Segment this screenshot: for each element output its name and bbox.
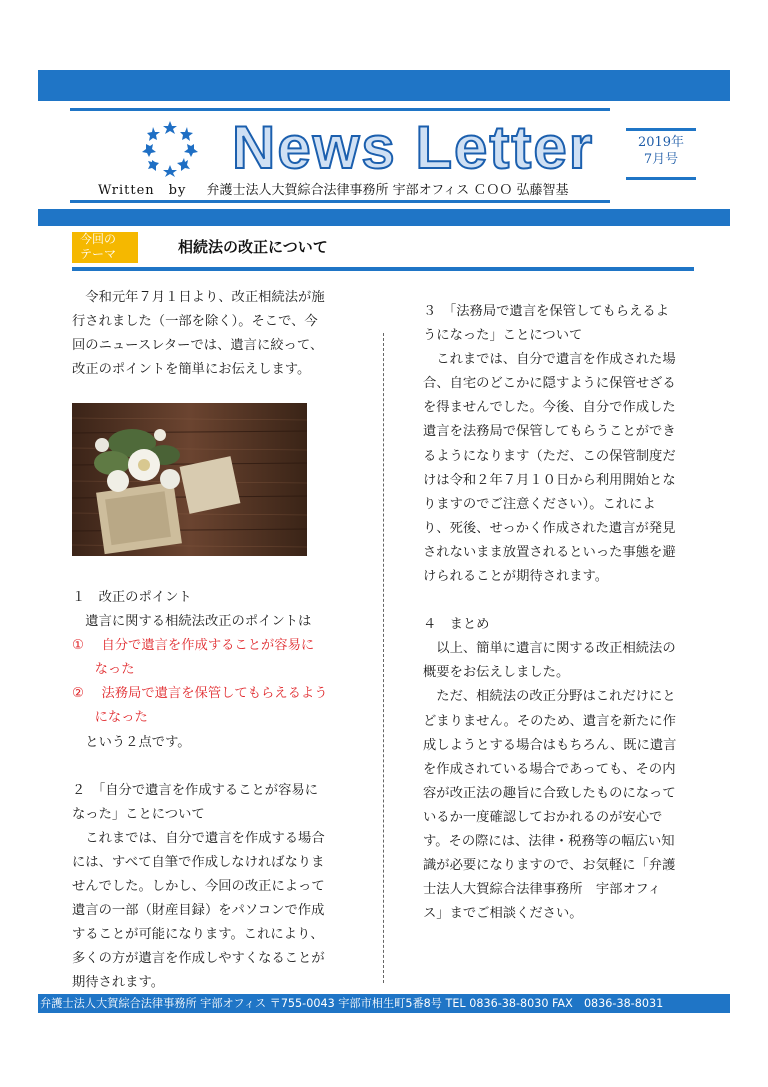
section3-line: けは令和２年７月１０日から利用開始とな [423,472,676,488]
issue-rule-bottom [626,177,696,180]
section4-line: す。その際には、法律・税務等の幅広い知 [423,833,675,849]
intro-line: 行されました（一部を除く）。そこで、今 [72,314,318,330]
intro-line: 令和元年７月１日より、改正相続法が施 [85,290,325,305]
section2-heading: ２ 「自分で遺言を作成することが容易に [72,782,318,798]
section4-line: 概要をお伝えしました。 [423,665,570,681]
section1-point1-text: 自分で遺言を作成することが容易に [101,638,315,654]
section3-line: けられることが期待されます。 [423,569,609,585]
issue-month: 7月号 [643,152,679,167]
issue-date [626,134,696,168]
section1-point2-cont: になった [94,710,148,726]
byline-written: Written by [98,183,187,198]
section2-line: 遺言の一部（財産目録）をパソコンで作成 [72,903,325,919]
section3-line: るようになります（ただ、この保管制度だ [423,448,676,464]
section3-line: 遺言を法務局で保管してもらうことができ [423,424,676,440]
issue-year: 2019年 [637,135,685,150]
spacer [72,755,357,779]
section1-tail: という２点です。 [85,734,191,750]
section4-line: 以上、簡単に遺言に関する改正相続法の [436,641,676,657]
section4-line: 成しようとする場合はもちろん、既に遺言 [423,737,677,753]
theme-badge [72,232,138,263]
intro-paragraph [72,286,357,382]
section1-heading: １ 改正のポイント [72,590,192,605]
section3-heading-cont: うになった」ことについて [423,328,583,344]
section2-line: には、すべて自筆で作成しなければなりま [72,854,325,870]
section1-point2 [72,682,357,706]
intro-line: 回のニュースレターでは、遺言に絞って、 [72,338,324,354]
section4-line: ただ、相続法の改正分野はこれだけにと [436,689,676,705]
theme-rule [72,267,694,271]
section1-lead: 遺言に関する相続法改正のポイントは [85,614,312,630]
section4-line: どまりません。そのため、遺言を新たに作 [423,713,676,729]
section1-point2-text: 法務局で遺言を保管してもらえるよう [101,686,328,702]
section3-line: これまでは、自分で遺言を作成された場 [436,352,676,368]
flower-book-photo [72,403,307,556]
star-wreath-icon [140,117,200,177]
section2-line: することが可能になります。これにより、 [72,927,324,943]
section2-line: これまでは、自分で遺言を作成する場合 [85,830,325,846]
theme-badge-line2: テーマ [80,247,117,261]
section4-line: 士法人大賀綜合法律事務所 宇部オフィ [423,882,661,898]
header-rule-bottom [70,200,610,203]
section3-line: 合、自宅のどこかに隠すように保管せざる [423,376,676,392]
section3-line: り、死後、せっかく作成された遺言が発見 [423,520,676,536]
section3-line: りますのでご注意ください）。これによ [423,496,656,512]
section1-point2-number: ② [72,686,84,702]
header-bottom-band [38,209,730,226]
section4-line: 識が必要になりますので、お気軽に「弁護 [423,858,676,874]
section4-line: ス」までご相談ください。 [423,906,583,922]
section2-line: 期待されます。 [72,975,165,991]
section4-line: いるか一度確認しておかれるのが安心で [423,809,663,825]
section2-line: 多くの方が遺言を作成しやすくなることが [72,951,325,967]
right-column-sections [423,300,705,926]
section4-heading: ４ まとめ [423,617,490,633]
column-divider [383,333,384,983]
section3-line: されないまま放置されるといった事態を避 [423,544,676,560]
theme-title: 相続法の改正について [178,238,328,256]
section1-point1-number: ① [72,638,84,654]
section1-point1-cont: なった [94,662,135,678]
footer-bar: 弁護士法人大賀綜合法律事務所 宇部オフィス 〒755-0043 宇部市相生町5番8号 TEL 0836-38-8030 FAX 0836-38-8031 [38,994,730,1013]
byline [98,179,568,198]
header-top-band [38,70,730,101]
section1-point1 [72,634,357,658]
section2-line: せんでした。しかし、今回の改正によって [72,879,325,895]
section4-line: 容が改正法の趣旨に合致したものになって [423,785,676,801]
spacer [423,589,705,613]
left-column-sections [72,586,357,996]
byline-author: 弁護士法人大賀綜合法律事務所 宇部オフィス ＣＯＯ 弘藤智基 [206,183,569,198]
issue-rule-top [626,128,696,131]
theme-badge-line1: 今回の [80,232,117,246]
section4-line: を作成されている場合であっても、その内 [423,761,676,777]
section3-line: を得ませんでした。今後、自分で作成した [423,400,676,416]
intro-line: 改正のポイントを簡単にお伝えします。 [72,362,311,378]
masthead-title: News Letter [232,114,595,181]
section2-heading-cont: なった」ことについて [72,806,205,822]
section3-heading: ３ 「法務局で遺言を保管してもらえるよ [423,304,669,319]
